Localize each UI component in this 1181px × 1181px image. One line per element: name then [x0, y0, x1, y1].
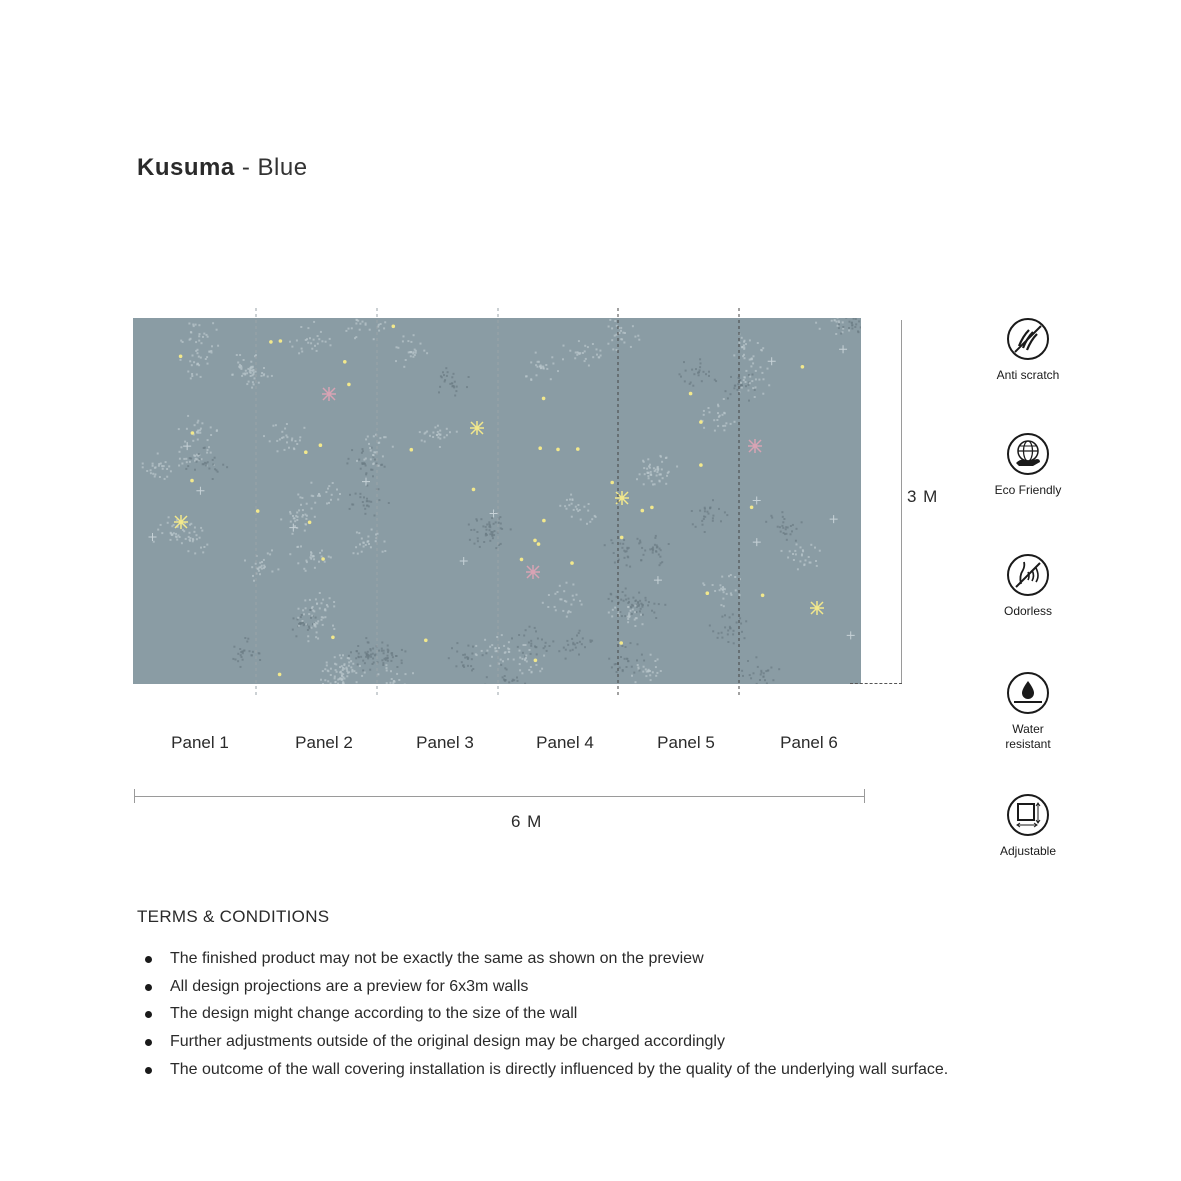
bullet-icon [145, 1067, 152, 1074]
terms-list [137, 945, 1037, 1084]
height-dimension-guide [850, 683, 902, 684]
panel-label-5: Panel 5 [657, 733, 715, 752]
page-title [137, 154, 308, 182]
panel-label-1: Panel 1 [171, 733, 229, 752]
feature-label: Water resistant [1005, 722, 1051, 751]
feature-label: Odorless [1003, 604, 1053, 618]
product-variant: Blue [257, 154, 308, 181]
feature-water-resistant [988, 672, 1068, 752]
feature-label: Adjustable [999, 844, 1057, 858]
terms-item-text: The outcome of the wall covering installation is directly influenced by the quality of the underlying wall surface. [170, 1060, 949, 1078]
terms-heading: TERMS & CONDITIONS [137, 907, 330, 926]
terms-item-text: The design might change according to the size of the wall [170, 1005, 578, 1023]
width-tick-left [134, 789, 135, 803]
bullet-icon [145, 956, 152, 963]
panel-dividers [133, 308, 753, 698]
title-separator: - [234, 154, 258, 181]
bullet-icon [145, 1039, 152, 1046]
width-tick-right [864, 789, 865, 803]
bullet-icon [145, 1011, 152, 1018]
terms-item [137, 1056, 1037, 1084]
odorless-icon [1007, 554, 1049, 596]
terms-item [137, 973, 1037, 1001]
terms-item-text: All design projections are a preview for 6x3m walls [170, 977, 529, 995]
panel-label-4: Panel 4 [536, 733, 594, 752]
feature-anti-scratch [988, 318, 1068, 383]
panel-label-3: Panel 3 [416, 733, 474, 752]
water-resistant-icon [1007, 672, 1049, 714]
terms-item-text: Further adjustments outside of the original design may be charged accordingly [170, 1033, 725, 1051]
product-name: Kusuma [137, 154, 235, 181]
panel-label-6: Panel 6 [780, 733, 838, 752]
width-dimension-line [134, 796, 865, 797]
feature-label: Eco Friendly [994, 483, 1062, 497]
feature-eco-friendly [988, 433, 1068, 498]
feature-adjustable [988, 794, 1068, 859]
terms-item [137, 1028, 1037, 1056]
height-dimension-line [901, 320, 902, 684]
eco-friendly-icon [1007, 433, 1049, 475]
height-label: 3 M [907, 487, 939, 506]
adjustable-icon [1007, 794, 1049, 836]
feature-odorless [988, 554, 1068, 619]
bullet-icon [145, 984, 152, 991]
terms-item [137, 945, 1037, 973]
terms-item [137, 1000, 1037, 1028]
panel-label-2: Panel 2 [295, 733, 353, 752]
feature-label: Anti scratch [996, 368, 1060, 382]
width-label: 6 M [511, 812, 543, 831]
terms-item-text: The finished product may not be exactly the same as shown on the preview [170, 950, 704, 967]
anti-scratch-icon [1007, 318, 1049, 360]
